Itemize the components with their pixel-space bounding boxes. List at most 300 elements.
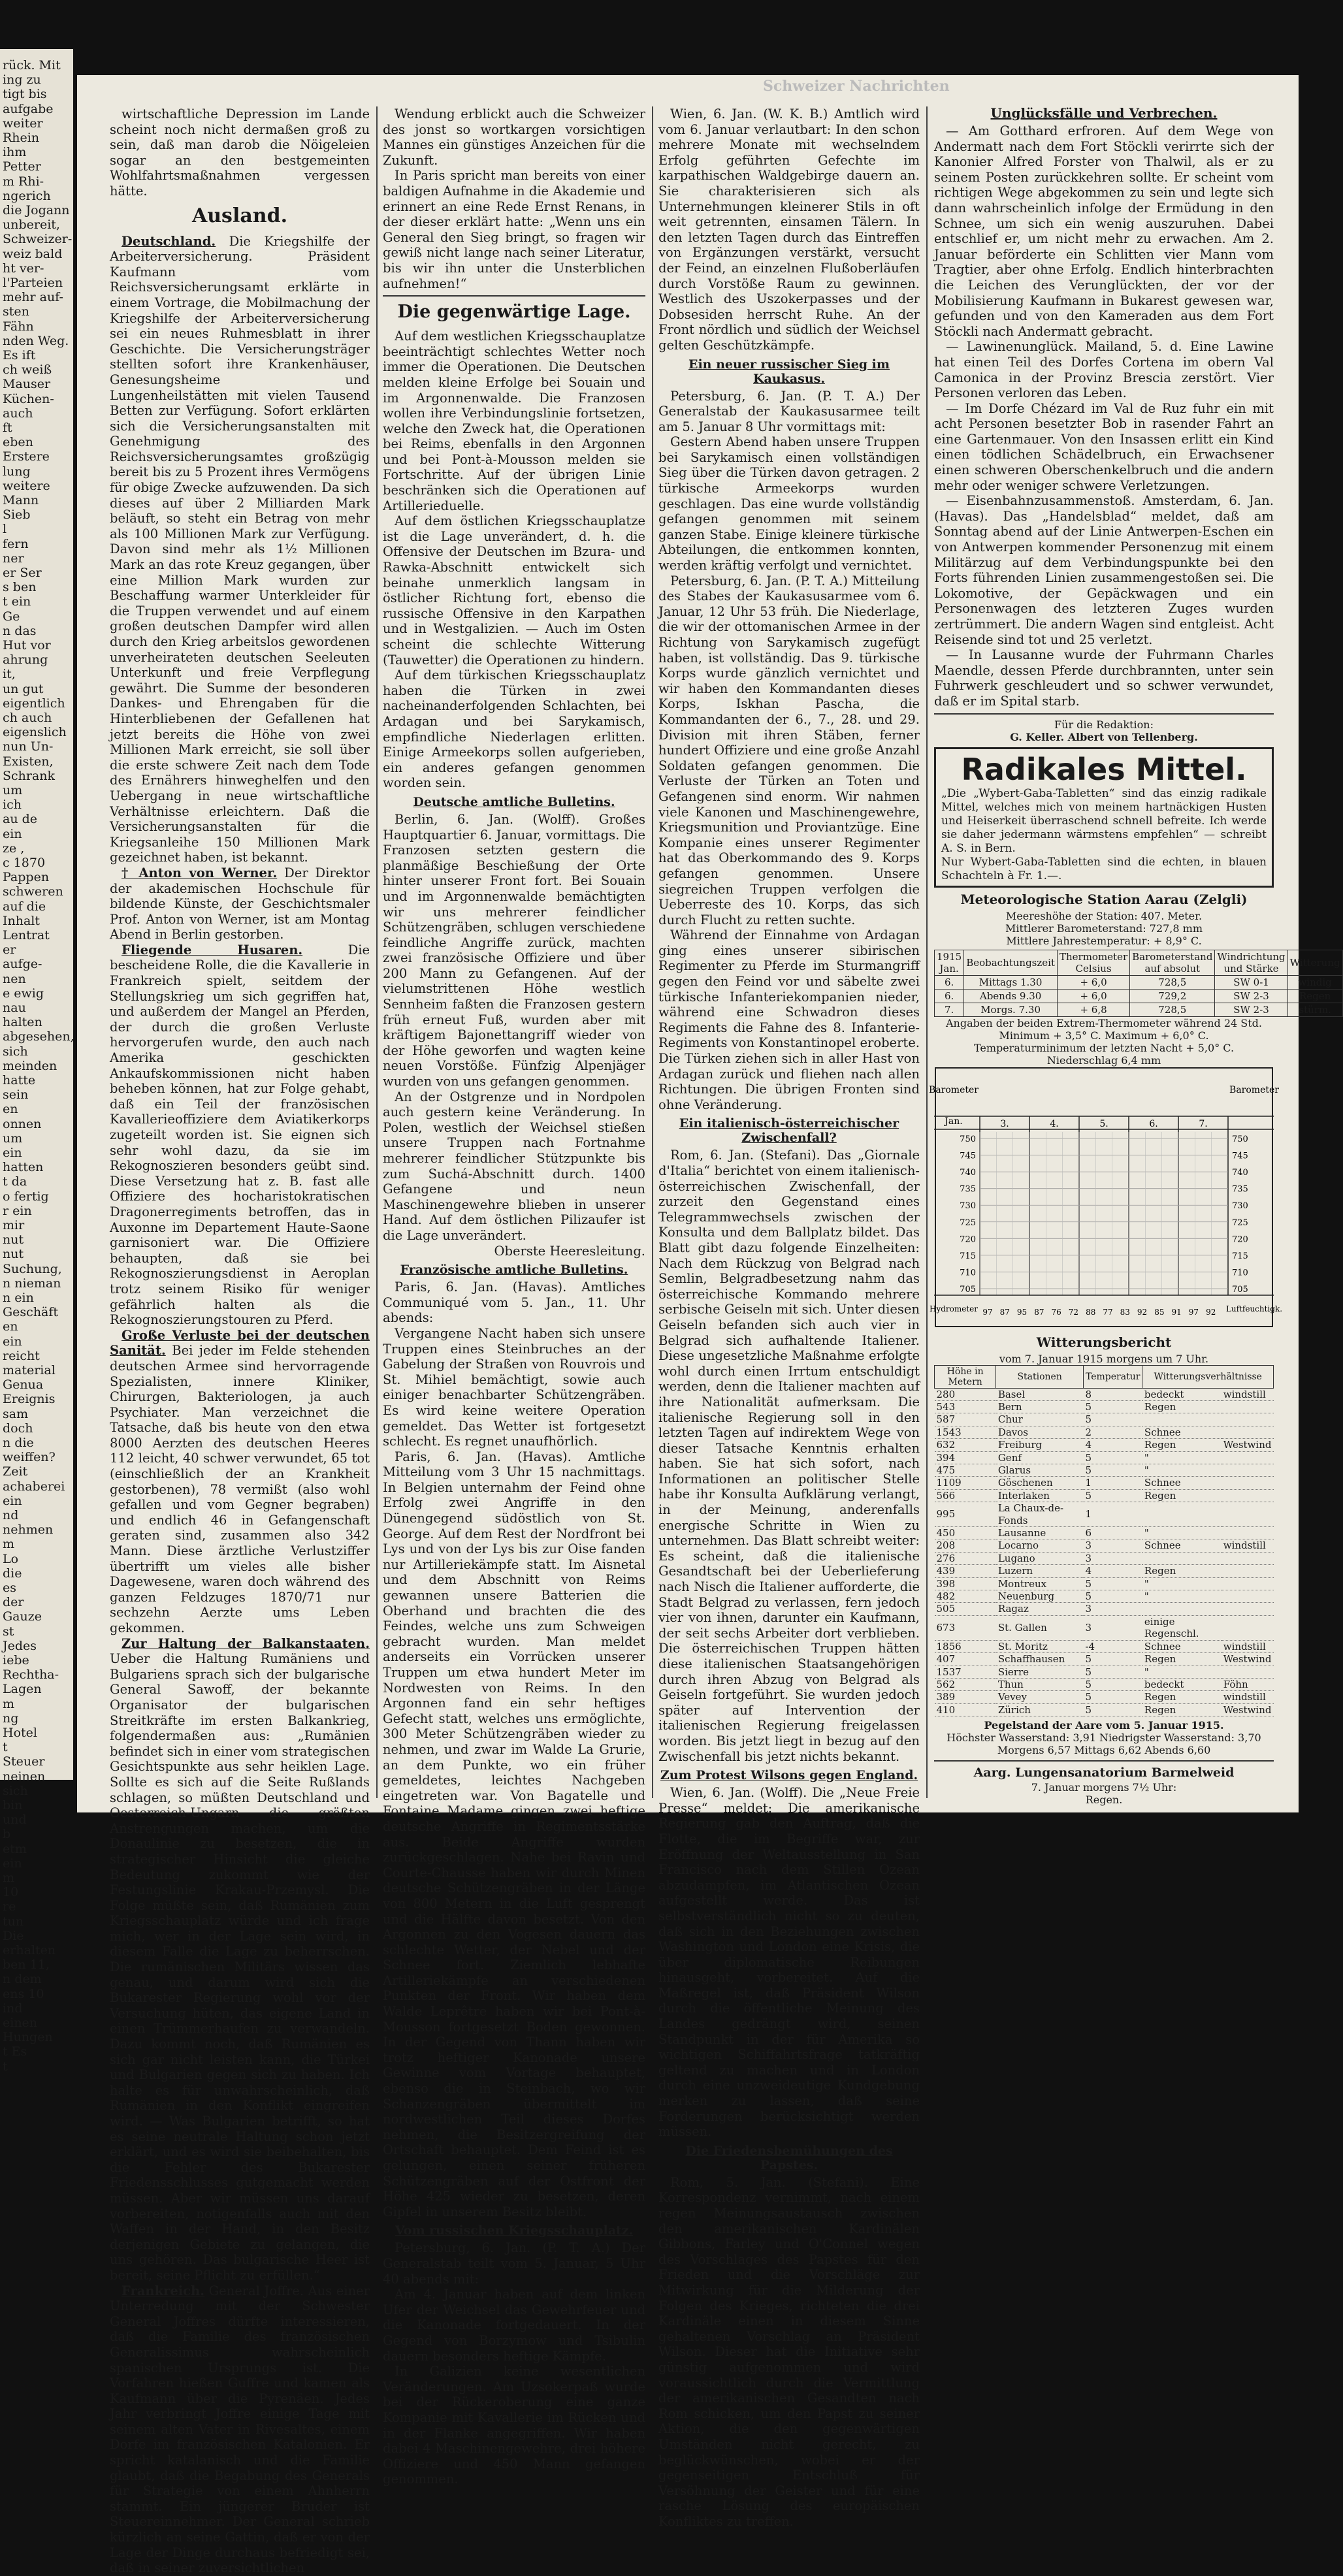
weather-table-cell	[1222, 1426, 1274, 1438]
weather-table-cell: 439	[935, 1565, 996, 1577]
chart-y-tick: 720	[960, 1234, 976, 1244]
prev-page-fragment: Existen,	[3, 754, 54, 769]
newspaper-page	[77, 75, 1340, 2576]
chart-y-tick-right: 750	[1232, 1134, 1248, 1144]
meteo-info-2: Mittlerer Barometerstand: 727,8 mm	[1005, 922, 1203, 935]
chart-y-tick-right: 710	[1232, 1268, 1248, 1278]
weather-table-cell: Bern	[996, 1400, 1084, 1413]
prev-page-fragment: Inhalt	[3, 913, 40, 928]
prev-page-fragment: ht ver-	[3, 261, 44, 276]
meteo-table-row	[935, 989, 1343, 1003]
weather-table-cell: Vevey	[996, 1691, 1084, 1703]
prev-page-fragment: hatte	[3, 1073, 36, 1087]
heading-ungluecksfaelle: Unglücksfälle und Verbrechen.	[990, 105, 1218, 121]
heading-zwischenfall: Ein italienisch-österreichischer Zwischenfall?	[679, 1116, 899, 1146]
chart-y-tick-right: 730	[1232, 1200, 1248, 1211]
weather-table	[934, 1365, 1274, 1717]
prev-page-fragment: m	[3, 1696, 15, 1711]
prev-page-fragment: Suchung,	[3, 1261, 62, 1276]
prev-page-fragment: ein	[3, 1334, 22, 1349]
meteo-table-cell: 728,5	[1130, 1003, 1215, 1016]
prev-page-fragment: weiter	[3, 116, 43, 131]
weather-table-cell: Regen	[1142, 1653, 1222, 1666]
weather-table-cell: Regen	[1142, 1691, 1222, 1703]
prev-page-fragment: ft	[3, 421, 12, 435]
meteo-niederschlag: Niederschlag 6,4 mm	[1046, 1054, 1161, 1067]
weather-table-row	[935, 1552, 1274, 1564]
weather-table-cell: 1	[1083, 1477, 1142, 1489]
prev-page-fragment: ben 11,	[3, 1957, 50, 1972]
prev-page-fragment: st	[3, 1624, 14, 1639]
prev-page-fragment: t Es	[3, 2044, 27, 2059]
prev-page-fragment: nau	[3, 1001, 26, 1015]
heading-friedensbemuehungen: Die Friedensbemühungen des Papstes.	[685, 2143, 893, 2172]
article-lead: Deutschland.	[121, 233, 216, 249]
weather-table-cell: windstill	[1222, 1388, 1274, 1400]
prev-page-fragment: n die	[3, 1436, 34, 1450]
article-text: General Joffre. Aus einer Unterredung mit der Schwester General Joffres dürfte interessieren, daß die Familie des französischen Generalissimus wahrscheinlich spanischen Ursprungs ist. Die Vorfahren hießen Guffre und kamen als Kaufmann über die Pyrenäen. Jedes Jahr verbringt Joffre einige Tage mit seinem alten Vater in Rivesaltes, einem Dorfe im französischen Katalonien. Er spricht katalanisch und die Familie glaubt, daß die Begabung des Generals für Strategie von einem Ahnherrn stammt. Ein jüngerer Bruder ist Steuereinnehmer. Der General schrieb kürzlich an seine Gattin, daß er von der Lage der Dinge durchaus befriedigt sei, daß in seiner zuversichtlichen	[110, 2283, 370, 2576]
chart-bottom-right-label: Luftfeuchtigk.	[1225, 1304, 1283, 1313]
chart-right-label: Barometer	[1229, 1084, 1279, 1095]
weather-table-cell: 8	[1083, 1388, 1142, 1400]
weather-table-cell: La Chaux-de-Fonds	[996, 1502, 1084, 1527]
weather-table-cell: 543	[935, 1400, 996, 1413]
chart-frame	[935, 1068, 1272, 1327]
ad-text: „Die „Wybert-Gaba-Tabletten“ sind das einzig radikale Mittel, welches mich von meinem hartnäckigen Husten und Heiserkeit überraschend schnell befreite. Ich werde sie daher jedermann wärmstens empfehlen“ — schreibt A. S. in Bern.	[941, 786, 1267, 855]
article-paragraph	[110, 1636, 370, 2283]
prev-page-fragment: ind	[3, 2001, 23, 2016]
weather-table-cell: 280	[935, 1388, 996, 1400]
prev-page-fragment: sam	[3, 1406, 29, 1421]
column-3	[658, 106, 920, 2529]
header-ribbon: Schweizer Nachrichten	[763, 78, 950, 95]
weather-table-cell: Sierre	[996, 1666, 1084, 1678]
prev-page-fragment: en	[3, 1319, 18, 1334]
meteo-table-cell: 729,2	[1130, 989, 1215, 1003]
prev-page-fragment: fern	[3, 536, 29, 551]
prev-page-fragment: e ewig	[3, 986, 44, 1001]
prev-page-fragment: n dem	[3, 1972, 42, 1987]
column-rule	[376, 106, 378, 1798]
witterung-subtitle: vom 7. Januar 1915 morgens um 7 Uhr.	[999, 1352, 1209, 1365]
prev-page-fragment: t	[3, 2059, 8, 2074]
weather-table-row	[935, 1577, 1274, 1590]
prev-page-fragment: auch	[3, 406, 33, 421]
weather-table-row	[935, 1565, 1274, 1577]
weather-table-cell: 208	[935, 1539, 996, 1552]
meteo-table-row	[935, 975, 1343, 989]
section-title-ausland: Ausland.	[191, 204, 288, 227]
prev-page-fragment: Rhein	[3, 131, 40, 145]
prev-page-fragment: etm	[3, 1841, 27, 1856]
prev-page-fragment: es	[3, 1581, 16, 1595]
redaktion-label: Für die Redaktion:	[1054, 718, 1154, 731]
prev-page-fragment: Lagen	[3, 1682, 42, 1697]
prev-page-fragment: c 1870	[3, 856, 46, 870]
weather-table-cell: "	[1142, 1577, 1222, 1590]
prev-page-fragment: 10	[3, 1885, 19, 1900]
prev-page-fragment: t	[3, 1740, 8, 1755]
weather-table-cell: windstill	[1222, 1640, 1274, 1652]
weather-table-cell: Westwind	[1222, 1653, 1274, 1666]
prev-page-fragment: Ge	[3, 609, 20, 624]
prev-page-fragment: ahrung	[3, 652, 48, 668]
weather-table-row	[935, 1603, 1274, 1615]
prev-page-fragment: Geschäft	[3, 1305, 59, 1320]
chart-hydrometer-value: 77	[1103, 1307, 1113, 1317]
prev-page-fragment: weiz bald	[3, 246, 63, 261]
chart-y-tick: 740	[960, 1167, 976, 1178]
weather-table-cell: Regen	[1142, 1565, 1222, 1577]
weather-table-row	[935, 1691, 1274, 1703]
weather-table-cell: 410	[935, 1703, 996, 1716]
article-paragraph: Gestern Abend haben unsere Truppen bei Sarykamisch einen vollständigen Sieg über die Türken davon getragen. 2 türkische Armeekorps wurden geschlagen. Das eine wurde vollständig gefangen genommen mit seinem ganzen Stabe. Einige kleinere türkische Abteilungen, die entkommen konnten, werden kräftig verfolgt und vernichtet.	[658, 434, 920, 573]
weather-table-cell: Westwind	[1222, 1703, 1274, 1716]
weather-table-cell: 475	[935, 1464, 996, 1477]
weather-table-cell	[1142, 1413, 1222, 1426]
prev-page-fragment: weitere	[3, 478, 50, 493]
prev-page-fragment: t da	[3, 1174, 27, 1189]
weather-table-cell: 6	[1083, 1527, 1142, 1539]
weather-table-cell	[1142, 1552, 1222, 1564]
advertisement	[934, 747, 1274, 888]
chart-day-label: 5.	[1099, 1118, 1108, 1129]
article-text: Die bescheidene Rolle, die die Kavallerie in Frankreich spielt, seitdem der Stellungskrieg um sich gegriffen hat, und außerdem der Mangel an Pferden, der durch die großen Verluste hervorgerufen wurde, den auch nach Amerika geschickten Ankaufskommissionen nicht haben beheben können, hat zur Folge gehabt, daß ein Teil der französischen Kavallerieoffiziere dem Aviatikerkorps zugeteilt worden ist. Sie eignen sich sehr wohl dazu, da sie im Rekognoszieren besonders geübt sind. Diese Versetzung hat z. B. fast alle Offiziere des hocharistokratischen Dragonerregiments betroffen, das in Auxonne im Departement Haute-Saone garnisoniert war. Die Offiziere behaupten, daß sie bei Rekognoszierungsdienst in Aeroplan trotz seinem Risiko für weniger gefährlich halten als die Rekognoszierungstouren zu Pferd.	[110, 942, 370, 1328]
prev-page-fragment: Die	[3, 1928, 24, 1943]
col1-intro: wirtschaftliche Depression im Lande scheint noch nicht dermaßen groß zu sein, daß man darob die Nöigeleien sogar an den bestgemeinten Wohlfahrtsmaßnahmen vergessen hätte.	[110, 106, 370, 199]
meteo-table-header: Witterung	[1287, 950, 1342, 975]
prev-page-fragment: material	[3, 1363, 56, 1377]
weather-table-cell: "	[1142, 1451, 1222, 1464]
weather-table-row	[935, 1502, 1274, 1527]
prev-page-fragment: sich	[3, 1783, 28, 1798]
weather-table-cell: 4	[1083, 1439, 1142, 1451]
chart-hydrometer-value: 91	[1171, 1307, 1182, 1317]
prev-page-fragment: meinden	[3, 1058, 57, 1073]
weather-table-cell: Genf	[996, 1451, 1084, 1464]
column-4	[929, 101, 1340, 1806]
article-paragraph	[110, 2283, 370, 2576]
weather-table-cell: 5	[1083, 1590, 1142, 1603]
article-paragraph: Wien, 6. Jan. (Wolff). Die „Neue Freie Presse“ meldet: Die amerikanische Regierung gab den Auftrag, daß die Flotte, die im Begriffe war, zur Eröffnung der Weltausstellung in San Francisco nach dem Stillen Ozean abzudampfen, im Atlantischen Ozean aufgestellt werde. Das ist selbstverständlich nicht so zu deuten, daß sich in den Beziehungen zwischen Washington und London eine Krisis, die über diplomatische Reibungen hinausgeht, vorbereitet. Auf die Maßregel ist, daß Präsident Wilson durch die öffentliche Meinung des Landes gedrängt wird, seinen Standpunkt in der für Amerika so wichtigen Schiffahrtsfrage tatkräftig geltend zu machen und in London durch eine unzweideutige Kundgebung merken zu lassen, daß seine Forderungen berücksichtigt werden müssen.	[658, 1785, 920, 2140]
chart-bottom-left-label: Hydrometer	[929, 1304, 979, 1313]
article-paragraph: In Galizien keine wesentlichen Veränderungen. Am Uzsokerpaß wurde bei der Rückeroberung eine ganze Kompanie mit Kavallerie im Rücken und in der Flanke angegriffen. Wir haben dabei 4 Maschinengewehre, drei höhere Offiziere und 450 Mann gefangen genommen.	[383, 2364, 645, 2487]
col2-intro: Wendung erblickt auch die Schweizer des jonst so wortkargen vorsichtigen Mannes ein günstiges Anzeichen für die Zukunft.	[383, 106, 645, 168]
prev-page-fragment: die Jogann	[3, 203, 70, 217]
weather-table-cell: windstill	[1222, 1539, 1274, 1552]
prev-page-fragment: abgesehen,	[3, 1029, 74, 1044]
weather-table-cell: Thun	[996, 1678, 1084, 1690]
weather-table-row	[935, 1615, 1274, 1640]
prev-page-fragment: ich	[3, 797, 22, 813]
prev-page-fragment: m Rhi-	[3, 174, 44, 189]
prev-page-fragment: eigenslich	[3, 725, 67, 740]
chart-y-tick-right: 720	[1232, 1234, 1248, 1244]
weather-table-cell: Neuenburg	[996, 1590, 1084, 1603]
weather-table-cell: Glarus	[996, 1464, 1084, 1477]
chart-hydrometer-value: 87	[1034, 1307, 1044, 1317]
weather-table-cell: -4	[1083, 1640, 1142, 1652]
col2-intro2: In Paris spricht man bereits von einer baldigen Aufnahme in die Akademie und erinnert an eine Rede Ernst Renans, in der dieser erklärt hatte: „Wenn uns ein General den Sieg bringt, so fragen wir gewiß nicht lange nach seiner Literatur, bis wir ihn unter die Unsterblichen aufnehmen!“	[383, 168, 645, 291]
weather-table-header: Witterungsverhältnisse	[1142, 1365, 1274, 1388]
prev-page-fragment: b	[3, 1827, 11, 1842]
prev-page-fragment: Es ift	[3, 348, 36, 362]
weather-table-cell: 5	[1083, 1678, 1142, 1690]
prev-page-fragment: mir	[3, 1218, 25, 1232]
meteo-minmax: Minimum + 3,5° C. Maximum + 6,0° C.	[999, 1029, 1209, 1042]
article-paragraph: Petersburg, 6. Jan. (P. T. A.) Der Generalstab teilt vom 5. Januar, 5 Uhr 40 abends mit:	[383, 2240, 645, 2287]
chart-hydrometer-value: 95	[1016, 1307, 1027, 1317]
prev-page-fragment: Ereignis	[3, 1392, 56, 1407]
prev-page-fragment: eben	[3, 435, 33, 450]
weather-table-cell: Luzern	[996, 1565, 1084, 1577]
article-paragraph: Am 4. Januar haben auf dem linken Ufer der Weichsel das Gewehrfeuer und die Kanonade fortgedauert. In der Gegend von Borzymow und Tsibulin dauern besonders heftige Kämpfe.	[383, 2287, 645, 2364]
weather-table-cell: "	[1142, 1590, 1222, 1603]
weather-table-cell: Ragaz	[996, 1603, 1084, 1615]
weather-table-cell: Zürich	[996, 1703, 1084, 1716]
prev-page-fragment: aufge-	[3, 957, 42, 972]
meteo-table-cell: Morgs. 7.30	[964, 1003, 1058, 1016]
prev-page-fragment: Hotel	[3, 1726, 37, 1740]
prev-page-fragment: aufgabe	[3, 101, 54, 116]
article-paragraph: Petersburg, 6. Jan. (P. T. A.) Mitteilung des Stabes der Kaukasusarmee vom 6. Januar, 12 Uhr 53 früh. Die Niederlage, die wir der ottomanischen Armee in der Richtung von Sarykamisch zugefügt haben, ist vollständig. Das 9. türkische Korps wurde gänzlich vernichtet und wir haben den Kommandanten dieses Korps, Iskhan Pascha, die Kommandanten der 6., 7., 28. und 29. Division mit ihren Stäben, ferner hundert Offiziere und eine große Anzahl Soldaten gefangen genommen. Die Verluste der Türken an Toten und Gefangenen sind enorm. Wir nahmen viele Kanonen und Maschinengewehre, Kriegsmunition und Proviantzüge. Eine Kompanie eines unserer Regimenter hat das Oberkommando des 9. Korps gefangen genommen. Unsere siegreichen Truppen verfolgen die Ueberreste des 10. Korps, das sich durch Flucht zu retten suchte.	[658, 573, 920, 927]
weather-table-row	[935, 1527, 1274, 1539]
article-paragraph	[110, 942, 370, 1328]
weather-table-cell	[1222, 1603, 1274, 1615]
weather-table-cell: 566	[935, 1489, 996, 1502]
weather-table-cell: Westwind	[1222, 1439, 1274, 1451]
weather-table-row	[935, 1477, 1274, 1489]
weather-table-cell	[1222, 1565, 1274, 1577]
ad-title: Radikales Mittel.	[961, 751, 1247, 787]
weather-table-cell: 587	[935, 1413, 996, 1426]
prev-page-fragment: it,	[3, 667, 16, 682]
weather-table-row	[935, 1413, 1274, 1426]
weather-table-cell: 505	[935, 1603, 996, 1615]
prev-page-fragment: er	[3, 942, 16, 958]
weather-table-cell: "	[1142, 1527, 1222, 1539]
weather-table-header: Temperatur	[1083, 1365, 1142, 1388]
prev-page-fragment: Hungen	[3, 2030, 53, 2045]
weather-table-cell: 407	[935, 1653, 996, 1666]
prev-page-fragment: hatten	[3, 1160, 44, 1175]
prev-page-fragment: n nieman	[3, 1276, 61, 1291]
weather-table-cell: 562	[935, 1678, 996, 1690]
article-paragraph	[110, 234, 370, 865]
prev-page-fragment: sten	[3, 304, 29, 319]
heading-protest-wilson: Zum Protest Wilsons gegen England.	[660, 1768, 918, 1783]
weather-table-cell: 5	[1083, 1703, 1142, 1716]
weather-table-cell: 276	[935, 1552, 996, 1564]
weather-table-cell: 5	[1083, 1451, 1142, 1464]
prev-page-fragment: nehmen	[3, 1522, 54, 1538]
prev-page-fragment: und	[3, 1812, 27, 1827]
weather-table-cell: St. Moritz	[996, 1640, 1084, 1652]
weather-table-cell	[1222, 1477, 1274, 1489]
weather-table-cell	[1142, 1603, 1222, 1615]
divider	[383, 295, 645, 297]
sanatorium-text: 7. Januar morgens 7½ Uhr:	[1031, 1780, 1177, 1794]
chart-hydrometer-value: 83	[1120, 1307, 1130, 1317]
weather-table-row	[935, 1400, 1274, 1413]
weather-table-row	[935, 1703, 1274, 1716]
meteo-table-cell: Abends 9.30	[964, 989, 1058, 1003]
prev-page-fragment: l	[3, 522, 7, 537]
prev-page-fragment: Lentrat	[3, 928, 50, 942]
weather-table-cell: Locarno	[996, 1539, 1084, 1552]
article-lead: Fliegende Husaren.	[121, 942, 303, 958]
prev-page-fragment: iebe	[3, 1653, 29, 1667]
article-paragraph: Paris, 6. Jan. (Havas). Amtliches Communiqué vom 5. Jan., 11. Uhr abends:	[383, 1280, 645, 1326]
divider	[934, 1760, 1274, 1762]
prev-page-fragment: rück. Mit	[3, 58, 61, 72]
weather-table-cell: 450	[935, 1527, 996, 1539]
meteo-info-3: Mittlere Jahrestemperatur: + 8,9° C.	[1006, 934, 1202, 947]
heading-meteo-station: Meteorologische Station Aarau (Zelgli)	[960, 891, 1248, 907]
prev-page-fragment: re	[3, 1899, 16, 1914]
pegel-line-1: Höchster Wasserstand: 3,91 Niedrigster Wasserstand: 3,70	[947, 1731, 1261, 1745]
prev-page-fragment: sein	[3, 1087, 29, 1103]
weather-table-cell: 673	[935, 1615, 996, 1640]
prev-page-fragment: ihm	[3, 145, 27, 160]
prev-page-fragment: nun Un-	[3, 739, 54, 754]
article-text: Bei jeder im Felde stehenden deutschen Armee sind hervorragende Spezialisten, innere Kliniker, Chirurgen, Bakteriologen, ja auch Psychiater. Man verzeichnet die Tatsache, daß bis heute von den etwa 8000 Aerzten des deutschen Heeres 112 leicht, 40 schwer verwundet, 65 tot (einschließlich der an Krankheit gestorbenen), 78 vermißt (also wohl gefallen und vom Gegner begraben) und endlich 46 in Gefangenschaft geraten sind, zusammen also 342 Mann. Diese ärztliche Verlustziffer übertrifft um vieles alle bisher Dagewesene, waren doch während des ganzen Feldzuges 1870/71 nur sechzehn Aerzte ums Leben gekommen.	[110, 1343, 370, 1635]
weather-table-cell	[1222, 1489, 1274, 1502]
chart-y-tick-right: 725	[1232, 1217, 1248, 1228]
weather-table-row	[935, 1590, 1274, 1603]
chart-hydrometer-value: 97	[982, 1307, 993, 1317]
weather-table-cell: 2	[1083, 1426, 1142, 1438]
prev-page-fragment: Petter	[3, 159, 41, 174]
chart-left-label: Barometer	[929, 1084, 979, 1095]
prev-page-fragment: Erstere	[3, 449, 50, 464]
chart-y-tick: 735	[960, 1184, 976, 1195]
prev-page-fragment: weiffen?	[3, 1450, 56, 1465]
article-paragraph: — In Lausanne wurde der Fuhrmann Charles Maendle, dessen Pferde durchbrannten, unter sein Fuhrwerk geschleudert und so schwer verwundet, daß er im Spital starb.	[934, 647, 1274, 709]
prev-page-fragment: unbereit,	[3, 217, 60, 233]
prev-page-fragment: Steuer	[3, 1754, 45, 1769]
weather-table-cell: 4	[1083, 1565, 1142, 1577]
prev-page-fragment: onnen	[3, 1116, 42, 1131]
article-paragraph: — Am Gotthard erfroren. Auf dem Wege von Andermatt nach dem Fort Stöckli verirrte sich der Kanonier Alfred Forster von Thalwil, als er zu seinem Posten zurückkehren sollte. Er scheint vom richtigen Wege abgekommen zu sein und legte sich dann wahrscheinlich infolge der Ermüdung in den Schnee, um sich ein wenig auszuruhen. Dabei entschlief er, um nicht mehr zu erwachen. Am 2. Januar beförderte ein Schlitten vier Mann vom Tragtier, aber ohne Erfolg. Endlich hinterbrachten die Leichen des Verunglückten, der vor der Mobilisierung Kaufmann in Bukarest gewesen war, gefunden und von den Kameraden aus dem Fort Stöckli nach Andermatt gebracht.	[934, 123, 1274, 339]
ad-text-2: Nur Wybert-Gaba-Tabletten sind die echten, in blauen Schachteln à Fr. 1.—.	[941, 855, 1267, 882]
meteo-table-row	[935, 1003, 1343, 1016]
prev-page-fragment: Lo	[3, 1551, 19, 1566]
weather-table-header: Höhe in Metern	[935, 1365, 996, 1388]
meteo-table-cell: 6.	[935, 975, 964, 989]
prev-page-fragment: doch	[3, 1421, 33, 1436]
article-paragraph: Paris, 6. Jan. (Havas). Amtliche Mitteilung vom 3 Uhr 15 nachmittags. In Belgien unternahm der Feind ohne Erfolg zwei Angriffe in den Dünengegend südöstlich von St. George. Auf dem Rest der Nordfront bei Lys und von der Lys bis zur Oise fanden nur Artilleriekämpfe statt. Im Aisnetal und dem Abschnitt von Reims gewannen unsere Batterien die Oberhand und brachten die des Feindes, welche uns zum Schweigen gebracht wurden. Man meldet anderseits ein Vorrücken unserer Truppen um etwa hundert Meter im Nordwesten von Reims. In den Argonnen fand ein sehr heftiges Gefecht statt, welches uns ermöglichte, 300 Meter Schützengräben wieder zu nehmen, und zwar im Walde La Grurie, an dem Punkte, wo ein früher gemeldetes, leichtes Nachgeben eingetreten war. Von Bagatelle und Fontaine Madame gingen zwei heftige deutsche Angriffe in Regimentsstärke aus. Beide Angriffe wurden zurückgeschlagen. Nahe bei Ravin und Courte-Chausse haben wir durch Minen deutsche Schützengräben in der Länge von 800 Metern in die Luft gesprengt und die Hälfte davon besetzt. Von den Argonnen zu den Vogesen dauern das schlechte Wetter, der Nebel und der Schnee fort. Ziemlich lebhafte Artilleriekämpfe an verschiedenen Punkten der Front. Wir haben dem Walde Leprêtre haben wir bei Pont-à-Mousson fortgesetzt Boden gewonnen. In der Gegend von Thann haben wir trotz heftiger Kanonade unsere Gewinne vom Vortage behauptet, ebenso die in Steinbach, wo wir Schanzengräben übermittelt im nordwestlichen Teil dieses Dorfes nehmen, die Besitzergreifung der Ortschaft behauptet. Dem Feind ist es gelungen, einen seiner früheren Schützengräben auf der Ostfront der Höhe 425 wieder zu besetzen, deren Gipfel in unserem Besitz bleibt.	[383, 1449, 645, 2219]
weather-table-cell: 1	[1083, 1502, 1142, 1527]
weather-table-cell: 5	[1083, 1413, 1142, 1426]
meteo-table-header: 1915 Jan.	[935, 950, 964, 975]
prev-page-fragment: ein	[3, 826, 22, 841]
chart-y-tick: 745	[960, 1151, 976, 1161]
prev-page-fragment: ze ,	[3, 841, 25, 856]
meteo-table-cell: SW 2-3	[1215, 989, 1287, 1003]
weather-table-cell: 1856	[935, 1640, 996, 1652]
meteo-table-header: Windrichtung und Stärke	[1215, 950, 1287, 975]
chart-hydrometer-value: 97	[1188, 1307, 1199, 1317]
previous-page-edge	[0, 49, 74, 2074]
weather-table-row	[935, 1539, 1274, 1552]
meteo-table-header: Thermometer Celsius	[1057, 950, 1129, 975]
prev-page-fragment: m	[3, 1871, 15, 1885]
weather-table-cell	[1222, 1590, 1274, 1603]
weather-table-cell: 3	[1083, 1539, 1142, 1552]
prev-page-fragment: au de	[3, 812, 38, 827]
prev-page-fragment: nut	[3, 1232, 24, 1248]
chart-y-tick: 710	[960, 1268, 976, 1278]
weather-table-cell: Regen	[1142, 1400, 1222, 1413]
article-text: Der Direktor der akademischen Hochschule für bildende Künste, der Geschichtsmaler Prof. Anton von Werner, ist am Montag Abend in Berlin gestorben.	[110, 865, 370, 942]
meteo-table-header: Beobachtungszeit	[964, 950, 1058, 975]
weather-table-cell: 5	[1083, 1691, 1142, 1703]
weather-table-cell: 995	[935, 1502, 996, 1527]
sanatorium-value: Regen.	[1085, 1793, 1123, 1806]
heading-witterungsbericht: Witterungsbericht	[1036, 1334, 1172, 1350]
chart-y-tick: 730	[960, 1200, 976, 1211]
weather-table-cell: 394	[935, 1451, 996, 1464]
weather-table-cell: bedeckt	[1142, 1388, 1222, 1400]
prev-page-fragment: mehr auf-	[3, 290, 63, 305]
weather-table-cell: Schnee	[1142, 1477, 1222, 1489]
weather-table-cell: 3	[1083, 1603, 1142, 1615]
redaktion-names: G. Keller. Albert von Tellenberg.	[1010, 730, 1198, 743]
weather-table-cell: Schaffhausen	[996, 1653, 1084, 1666]
sanatorium-title: Aarg. Lungensanatorium Barmelweid	[973, 1765, 1235, 1780]
meteo-table-cell: 6.	[935, 989, 964, 1003]
prev-page-fragment: neinen	[3, 1769, 46, 1784]
weather-table-cell: einige Regenschl.	[1142, 1615, 1222, 1640]
weather-table-row	[935, 1388, 1274, 1400]
weather-table-cell: Regen	[1142, 1489, 1222, 1502]
weather-table-cell: "	[1142, 1464, 1222, 1477]
prev-page-fragment: nen	[3, 971, 26, 986]
chart-y-tick-right: 740	[1232, 1167, 1248, 1178]
prev-page-fragment: ing zu	[3, 72, 41, 88]
weather-table-cell: Montreux	[996, 1577, 1084, 1590]
chart-y-tick: 715	[960, 1251, 976, 1261]
chart-y-tick: 750	[960, 1134, 976, 1144]
prev-page-fragment: ein	[3, 1856, 22, 1871]
weather-table-cell: windstill	[1222, 1691, 1274, 1703]
chart-hydrometer-value: 76	[1051, 1307, 1061, 1317]
heading-kaukasus: Ein neuer russischer Sieg im Kaukasus.	[688, 357, 890, 386]
meteo-table	[934, 950, 1343, 1017]
article-paragraph	[110, 1328, 370, 1636]
chart-day-label: 6.	[1149, 1118, 1158, 1129]
weather-table-cell: Schnee	[1142, 1539, 1222, 1552]
meteo-table-cell: + 6,0	[1057, 989, 1129, 1003]
prev-page-fragment: tun	[3, 1914, 24, 1929]
prev-page-fragment: einen	[3, 2016, 38, 2030]
weather-table-cell: Schnee	[1142, 1426, 1222, 1438]
weather-table-cell	[1222, 1464, 1274, 1477]
prev-page-fragment: er Ser	[3, 566, 42, 580]
weather-table-cell	[1222, 1400, 1274, 1413]
meteo-table-cell: 7.	[935, 1003, 964, 1016]
column-rule	[926, 106, 928, 1798]
prev-page-fragment: tigt bis	[3, 87, 47, 102]
article-paragraph: Auf dem türkischen Kriegsschauplatz haben die Türken in zwei nacheinanderfolgenden Schlachten, bei Ardagan und bei Sarykamisch, empfindliche Niederlagen erlitten. Einige Armeekorps sollen aufgerieben, ein anderes gefangen genommen worden sein.	[383, 668, 645, 791]
chart-y-tick-right: 705	[1232, 1284, 1248, 1295]
prev-page-fragment: lung	[3, 464, 31, 479]
prev-page-fragment: Schweizer-	[3, 232, 73, 247]
meteo-table-cell: + 6,8	[1057, 1003, 1129, 1016]
chart-day-label: 7.	[1199, 1118, 1208, 1129]
weather-table-cell	[1222, 1666, 1274, 1678]
